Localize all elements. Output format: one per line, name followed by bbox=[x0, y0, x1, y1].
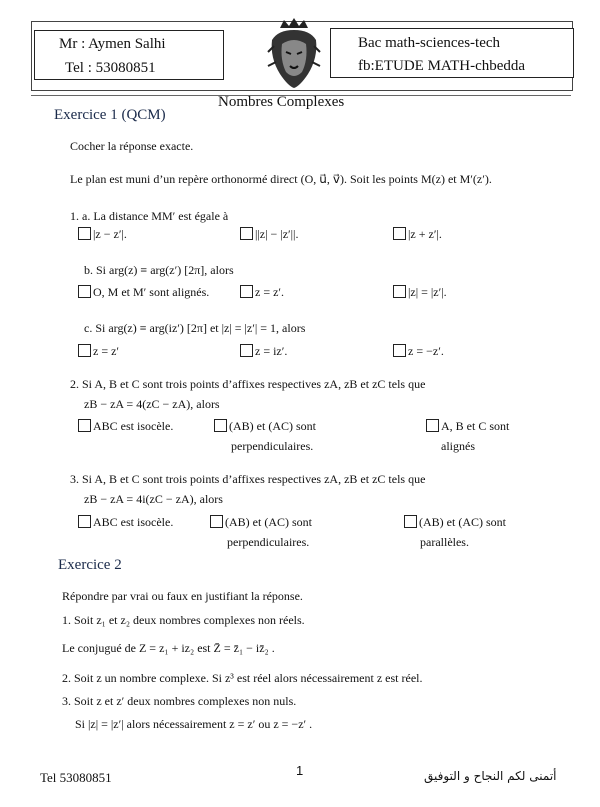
ex2-instruction: Répondre par vrai ou faux en justifiant la réponse. bbox=[62, 589, 303, 603]
checkbox[interactable] bbox=[214, 419, 227, 432]
q2-option-1[interactable]: ABC est isocèle. bbox=[78, 418, 173, 434]
ex2-line-5: Si |z| = |z′| alors nécessairement z = z′ ou z = −z′ . bbox=[75, 717, 313, 731]
ex1-title: Exercice 1 (QCM) bbox=[54, 107, 166, 123]
lion-crown-logo bbox=[262, 18, 326, 90]
level-label: Bac math-sciences-tech bbox=[358, 35, 501, 51]
q3-option-2-cont: perpendiculaires. bbox=[227, 535, 310, 549]
checkbox[interactable] bbox=[240, 227, 253, 240]
checkbox[interactable] bbox=[240, 344, 253, 357]
ex2-line-1: 1. Soit z₁ et z₂ deux nombres complexes non réels. bbox=[62, 613, 305, 627]
author-box bbox=[34, 30, 224, 80]
q1b-option-2[interactable]: z = z′. bbox=[240, 284, 284, 300]
ex1-intro: Le plan est muni d’un repère orthonormé direct (O, u⃗, v⃗). Soit les points M(z) et M′(z′). bbox=[70, 172, 492, 186]
ex1-instruction: Cocher la réponse exacte. bbox=[70, 139, 194, 153]
q1b-option-1[interactable]: O, M et M′ sont alignés. bbox=[78, 284, 209, 300]
level-box bbox=[330, 28, 574, 78]
q3-option-2[interactable]: (AB) et (AC) sont bbox=[210, 514, 312, 530]
q3-option-3[interactable]: (AB) et (AC) sont bbox=[404, 514, 506, 530]
ex2-line-4: 3. Soit z et z′ deux nombres complexes non nuls. bbox=[62, 694, 297, 708]
ex2-line-2: Le conjugué de Z = z₁ + iz₂ est Z̄ = z̄₁ − iz̄₂ . bbox=[62, 641, 275, 655]
ex2-line-3: 2. Soit z un nombre complexe. Si z³ est réel alors nécessairement z est réel. bbox=[62, 671, 423, 685]
checkbox[interactable] bbox=[210, 515, 223, 528]
checkbox[interactable] bbox=[426, 419, 439, 432]
q1a-option-2[interactable]: ||z| − |z′||. bbox=[240, 226, 298, 242]
author-phone: Tel : 53080851 bbox=[65, 60, 156, 76]
checkbox[interactable] bbox=[393, 344, 406, 357]
q1c-option-1[interactable]: z = z′ bbox=[78, 343, 119, 359]
checkbox[interactable] bbox=[240, 285, 253, 298]
page-number: 1 bbox=[296, 763, 304, 778]
checkbox[interactable] bbox=[78, 344, 91, 357]
q1c-option-2[interactable]: z = iz′. bbox=[240, 343, 287, 359]
checkbox[interactable] bbox=[393, 227, 406, 240]
q3-option-1[interactable]: ABC est isocèle. bbox=[78, 514, 173, 530]
q3-option-3-cont: parallèles. bbox=[420, 535, 469, 549]
footer-arabic: أتمنى لكم النجاح و التوفيق bbox=[424, 769, 557, 783]
facebook-label: fb:ETUDE MATH-chbedda bbox=[358, 58, 526, 74]
q1a-stem: 1. a. La distance MM′ est égale à bbox=[70, 209, 229, 223]
q2-option-3-cont: alignés bbox=[441, 439, 475, 453]
q2-option-2[interactable]: (AB) et (AC) sont bbox=[214, 418, 316, 434]
q1a-option-3[interactable]: |z + z′|. bbox=[393, 226, 442, 242]
q3-condition: zB − zA = 4i(zC − zA), alors bbox=[84, 492, 223, 506]
checkbox[interactable] bbox=[78, 285, 91, 298]
q2-stem: 2. Si A, B et C sont trois points d’affixes respectives zA, zB et zC tels que bbox=[70, 377, 426, 391]
checkbox[interactable] bbox=[78, 419, 91, 432]
q1b-stem: b. Si arg(z) ≡ arg(z′) [2π], alors bbox=[84, 263, 234, 277]
ex2-title: Exercice 2 bbox=[58, 557, 122, 573]
checkbox[interactable] bbox=[78, 515, 91, 528]
q1c-stem: c. Si arg(z) ≡ arg(iz′) [2π] et |z| = |z′| = 1, alors bbox=[84, 321, 306, 335]
checkbox[interactable] bbox=[393, 285, 406, 298]
q2-option-2-cont: perpendiculaires. bbox=[231, 439, 314, 453]
author-name: Mr : Aymen Salhi bbox=[59, 36, 166, 52]
q1c-option-3[interactable]: z = −z′. bbox=[393, 343, 444, 359]
q1a-option-1[interactable]: |z − z′|. bbox=[78, 226, 127, 242]
q2-option-3[interactable]: A, B et C sont bbox=[426, 418, 509, 434]
q1b-option-3[interactable]: |z| = |z′|. bbox=[393, 284, 447, 300]
checkbox[interactable] bbox=[78, 227, 91, 240]
footer-phone: Tel 53080851 bbox=[40, 770, 112, 785]
q2-condition: zB − zA = 4(zC − zA), alors bbox=[84, 397, 220, 411]
q3-stem: 3. Si A, B et C sont trois points d’affixes respectives zA, zB et zC tels que bbox=[70, 472, 426, 486]
checkbox[interactable] bbox=[404, 515, 417, 528]
page-title: Nombres Complexes bbox=[218, 94, 345, 110]
